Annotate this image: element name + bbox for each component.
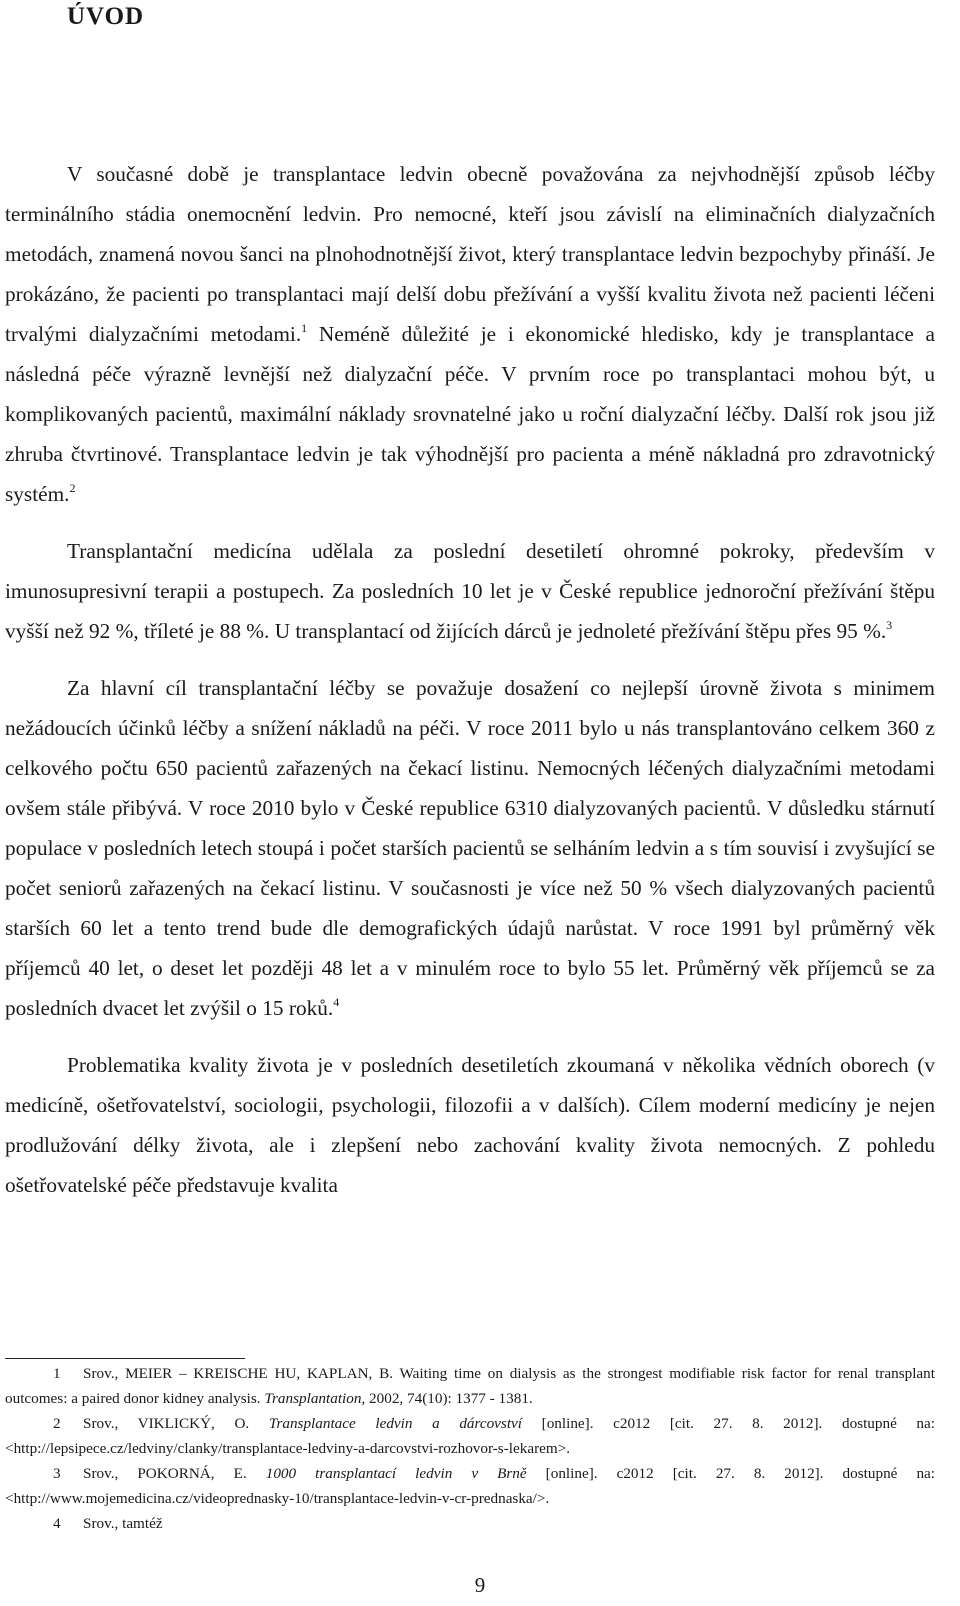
- footnote: [5, 1511, 935, 1536]
- text-run: Za hlavní cíl transplantační léčby se považuje dosažení co nejlepší úrovně života s minimem nežádoucích účinků léčby a snížení nákladů na péči. V roce 2011 bylo u nás transplantováno celkem 360 z celkového počtu 650 pacientů zařazených na čekací listinu. Nemocných léčených dialyzačními metodami ovšem stále přibývá. V roce 2010 bylo v České republice 6310 dialyzovaných pacientů. V důsledku stárnutí populace v posledních letech stoupá i počet starších pacientů se selháním ledvin a s tím souvisí i zvyšující se počet seniorů zařazených na čekací listinu. V současnosti je více než 50 % všech dialyzovaných pacientů starších 60 let a tento trend bude dle demografických údajů narůstat. V roce 1991 byl průměrný věk příjemců 40 let, o deset let později 48 let a v minulém roce to bylo 55 let. Průměrný věk příjemců se za posledních dvacet let zvýšil o 15 roků.: [5, 676, 935, 1020]
- text-run[interactable]: [online]. c2012 [cit. 27. 8. 2012]. dostupné na: <http://lepsipece.cz/ledviny/clanky/transplantace-ledviny-a-darcovstvi-rozhovor-s-lekarem>.: [5, 1415, 935, 1457]
- text-run: Srov., MEIER – KREISCHE HU, KAPLAN, B. Waiting time on dialysis as the strongest modifiable risk factor for renal transplant outcomes: a paired donor kidney analysis.: [5, 1365, 935, 1407]
- text-run: Srov., tamtéž: [83, 1515, 163, 1532]
- paragraph: [5, 154, 935, 514]
- footnote-number: 2: [53, 1415, 61, 1432]
- paragraph: [5, 1045, 935, 1205]
- footnote: [5, 1411, 935, 1461]
- footnote-number: 4: [53, 1515, 61, 1532]
- footnote-ref[interactable]: 1: [301, 321, 308, 335]
- footnote-number: 1: [53, 1365, 61, 1382]
- section-heading: ÚVOD: [67, 3, 145, 30]
- italic-title: 1000 transplantací ledvin v Brně: [265, 1465, 527, 1482]
- text-run: , 2002, 74(10): 1377 - 1381.: [361, 1390, 533, 1407]
- footnotes: [5, 1361, 935, 1536]
- footnote-ref[interactable]: 4: [333, 995, 340, 1009]
- page-number: 9: [474, 1573, 486, 1597]
- text-run: Neméně důležité je i ekonomické hledisko, kdy je transplantace a následná péče výrazně levnější než dialyzační péče. V prvním roce po transplantaci mohou být, u komplikovaných pacientů, maximální náklady srovnatelné jako u roční dialyzační léčby. Další rok jsou již zhruba čtvrtinové. Transplantace ledvin je tak výhodnější pro pacienta a méně nákladná pro zdravotnický systém.: [5, 322, 935, 506]
- text-run: Srov., VIKLICKÝ, O.: [83, 1415, 269, 1432]
- footnote-ref[interactable]: 2: [69, 481, 76, 495]
- paragraph: [5, 668, 935, 1028]
- footnote: [5, 1361, 935, 1411]
- text-run: Transplantační medicína udělala za poslední desetiletí ohromné pokroky, především v imunosupresivní terapii a postupech. Za posledních 10 let je v České republice jednoroční přežívání štěpu vyšší než 92 %, tříleté je 88 %. U transplantací od žijících dárců je jednoleté přežívání štěpu přes 95 %.: [5, 539, 935, 643]
- footnote-ref[interactable]: 3: [886, 618, 893, 632]
- footnote-number: 3: [53, 1465, 61, 1482]
- text-run: Srov., POKORNÁ, E.: [83, 1465, 266, 1482]
- text-run: V současné době je transplantace ledvin obecně považována za nejvhodnější způsob léčby terminálního stádia onemocnění ledvin. Pro nemocné, kteří jsou závislí na eliminačních dialyzačních metodách, znamená novou šanci na plnohodnotnější život, který transplantace ledvin bezpochyby přináší. Je prokázáno, že pacienti po transplantaci mají delší dobu přežívání a vyšší kvalitu života než pacienti léčeni trvalými dialyzačními metodami.: [5, 162, 935, 346]
- footnote-separator: [5, 1358, 245, 1359]
- footnote: [5, 1461, 935, 1511]
- body-text: [5, 154, 935, 1205]
- text-run[interactable]: [online]. c2012 [cit. 27. 8. 2012]. dostupné na: <http://www.mojemedicina.cz/videoprednasky-10/transplantace-ledvin-v-cr-prednaska/>.: [5, 1465, 935, 1507]
- text-run: Problematika kvality života je v posledních desetiletích zkoumaná v několika vědních oborech (v medicíně, ošetřovatelství, sociologii, psychologii, filozofii a v dalších). Cílem moderní medicíny je nejen prodlužování délky života, ale i zlepšení nebo zachování kvality života nemocných. Z pohledu ošetřovatelské péče představuje kvalita: [5, 1053, 935, 1197]
- paragraph: [5, 531, 935, 651]
- italic-title: Transplantace ledvin a dárcovství: [268, 1415, 523, 1432]
- italic-title: Transplantation: [264, 1390, 362, 1407]
